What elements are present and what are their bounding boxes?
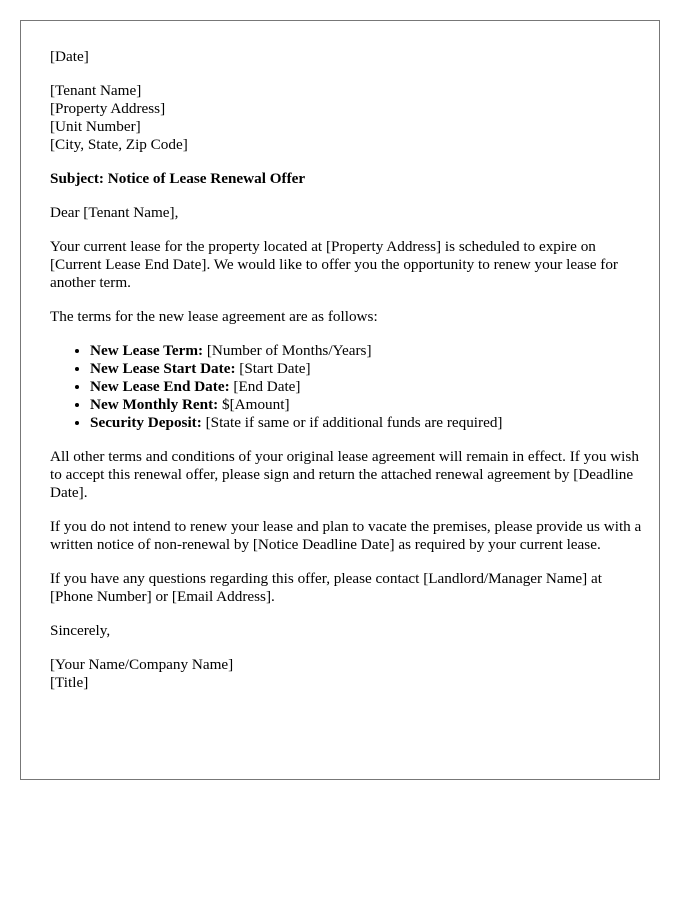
letter-salutation: Dear [Tenant Name], (50, 204, 179, 221)
term-item-lease-term (90, 342, 642, 360)
term-item-start-date (90, 360, 642, 378)
term-item-monthly-rent (90, 396, 642, 414)
term-label: New Lease Start Date: (90, 360, 236, 377)
signature-title: [Title] (50, 674, 89, 691)
conditions-paragraph: All other terms and conditions of your original lease agreement will remain in effect. If you wish to accept this renewal offer, please sign and return the attached renewal agreement by [Deadline Date]. (50, 448, 639, 501)
recipient-unit-number: [Unit Number] (50, 118, 141, 135)
contact-paragraph: If you have any questions regarding this offer, please contact [Landlord/Manager Name] at [Phone Number] or [Email Address]. (50, 570, 602, 605)
recipient-city-state-zip: [City, State, Zip Code] (50, 136, 188, 153)
letter-date: [Date] (50, 48, 89, 65)
term-label: New Lease Term: (90, 342, 204, 359)
term-item-end-date (90, 378, 642, 396)
recipient-property-address: [Property Address] (50, 100, 166, 117)
letter-body (50, 48, 642, 708)
letter-closing: Sincerely, (50, 622, 111, 639)
term-value: [Start Date] (235, 360, 311, 377)
terms-list (50, 342, 642, 432)
intro-paragraph: Your current lease for the property located at [Property Address] is scheduled to expire on [Current Lease End Date]. We would like to offer you the opportunity to renew your lease for another term. (50, 238, 618, 291)
letter-page (20, 20, 660, 780)
term-label: New Lease End Date: (90, 378, 230, 395)
term-item-security-deposit (90, 414, 642, 432)
letter-subject: Subject: Notice of Lease Renewal Offer (50, 170, 306, 187)
recipient-tenant-name: [Tenant Name] (50, 82, 142, 99)
recipient-address-block (50, 82, 642, 154)
term-label: Security Deposit: (90, 414, 202, 431)
term-label: New Monthly Rent: (90, 396, 219, 413)
terms-intro: The terms for the new lease agreement are as follows: (50, 308, 378, 325)
term-value: [Number of Months/Years] (203, 342, 372, 359)
term-value: $[Amount] (218, 396, 290, 413)
non-renewal-paragraph: If you do not intend to renew your lease and plan to vacate the premises, please provide us with a written notice of non-renewal by [Notice Deadline Date] as required by your current lease. (50, 518, 642, 553)
signature-block (50, 656, 642, 692)
term-value: [State if same or if additional funds are required] (201, 414, 503, 431)
signature-name: [Your Name/Company Name] (50, 656, 234, 673)
term-value: [End Date] (229, 378, 301, 395)
